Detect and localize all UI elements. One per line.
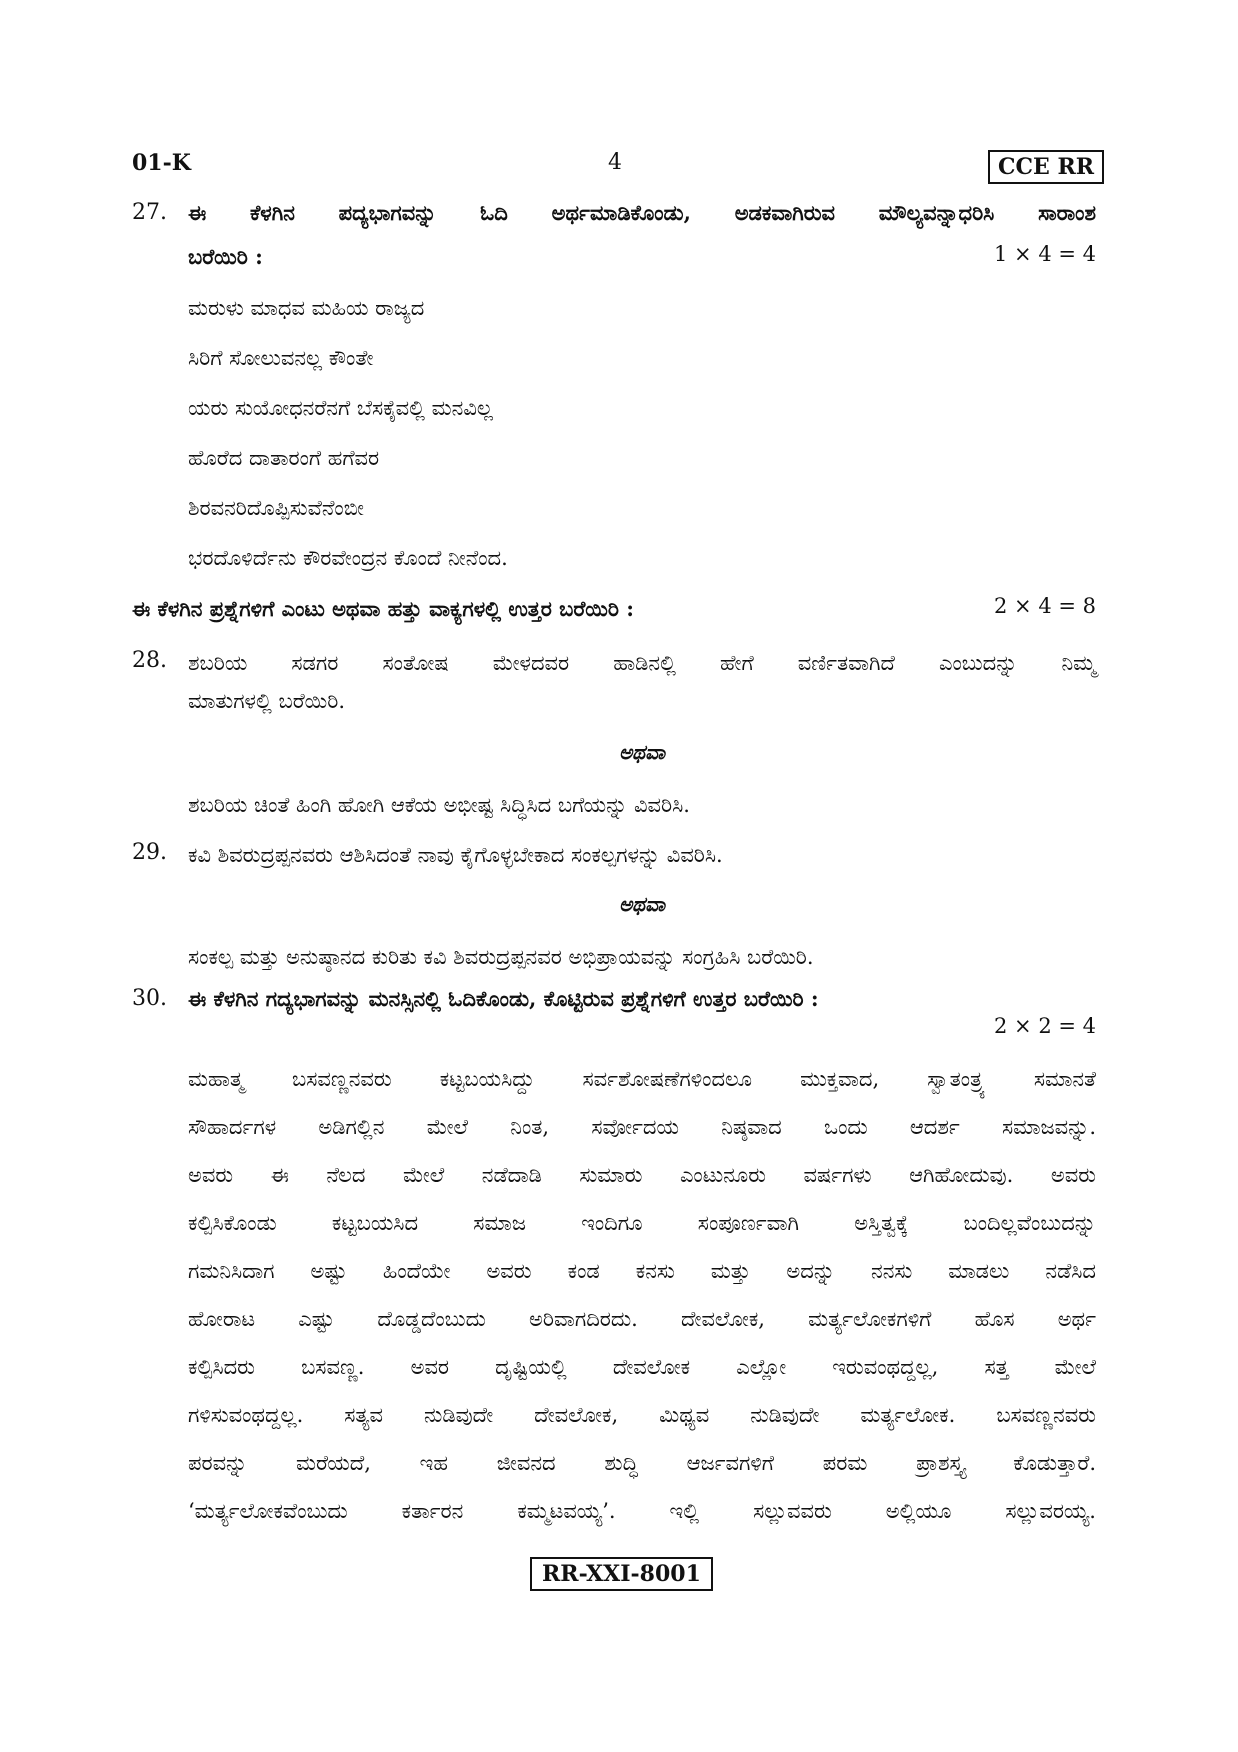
footer-code: RR-XXI-8001 bbox=[530, 1557, 713, 1591]
section-instruction: ಈ ಕೆಳಗಿನ ಪ್ರಶ್ನೆಗಳಿಗೆ ಎಂಟು ಅಥವಾ ಹತ್ತು ವಾಕ್ಯಗಳಲ್ಲಿ ಉತ್ತರ ಬರೆಯಿರಿ : bbox=[132, 596, 634, 621]
passage-line: ಸೌಹಾರ್ದಗಳ ಅಡಿಗಲ್ಲಿನ ಮೇಲೆ ನಿಂತ, ಸರ್ವೋದಯ ನಿಷ್ಠವಾದ ಒಂದು ಆದರ್ಶ ಸಮಾಜವನ್ನು. bbox=[188, 1115, 1096, 1139]
question-30-marks: 2 × 2 = 4 bbox=[994, 1014, 1096, 1038]
passage-line: ಹೋರಾಟ ಎಷ್ಟು ದೊಡ್ಡದೆಂಬುದು ಅರಿವಾಗದಿರದು. ದೇವಲೋಕ, ಮರ್ತ್ಯಲೋಕಗಳಿಗೆ ಹೊಸ ಅರ್ಥ bbox=[188, 1307, 1096, 1331]
poem-line: ಶಿರವನರಿದೊಪ್ಪಿಸುವೆನೆಂಬೀ bbox=[188, 496, 364, 520]
question-number-27: 27. bbox=[132, 200, 167, 225]
question-28-text-line1: ಶಬರಿಯ ಸಡಗರ ಸಂತೋಷ ಮೇಳದವರ ಹಾಡಿನಲ್ಲಿ ಹೇಗೆ ವರ್ಣಿತವಾಗಿದೆ ಎಂಬುದನ್ನು ನಿಮ್ಮ bbox=[188, 651, 1096, 675]
section-marks: 2 × 4 = 8 bbox=[994, 594, 1096, 618]
prose-passage bbox=[188, 1055, 1096, 1535]
passage-line: ಗಳಿಸುವಂಥದ್ದಲ್ಲ. ಸತ್ಯವ ನುಡಿವುದೇ ದೇವಲೋಕ, ಮಿಥ್ಯವ ನುಡಿವುದೇ ಮರ್ತ್ಯಲೋಕ. ಬಸವಣ್ಣನವರು bbox=[188, 1403, 1096, 1427]
passage-line: ಕಲ್ಪಿಸಿಕೊಂಡು ಕಟ್ಟಬಯಸಿದ ಸಮಾಜ ಇಂದಿಗೂ ಸಂಪೂರ್ಣವಾಗಿ ಅಸ್ತಿತ್ವಕ್ಕೆ ಬಂದಿಲ್ಲವೆಂಬುದನ್ನು bbox=[188, 1211, 1096, 1235]
passage-line: ಮಹಾತ್ಮ ಬಸವಣ್ಣನವರು ಕಟ್ಟಬಯಸಿದ್ದು ಸರ್ವಶೋಷಣೆಗಳಿಂದಲೂ ಮುಕ್ತವಾದ, ಸ್ವಾತಂತ್ರ್ಯ ಸಮಾನತೆ bbox=[188, 1067, 1096, 1091]
question-28-text-line2: ಮಾತುಗಳಲ್ಲಿ ಬರೆಯಿರಿ. bbox=[188, 689, 345, 713]
question-30-instruction: ಈ ಕೆಳಗಿನ ಗದ್ಯಭಾಗವನ್ನು ಮನಸ್ಸಿನಲ್ಲಿ ಓದಿಕೊಂಡು, ಕೊಟ್ಟಿರುವ ಪ್ರಶ್ನೆಗಳಿಗೆ ಉತ್ತರ ಬರೆಯಿರಿ : bbox=[188, 986, 819, 1011]
passage-line: ಕಲ್ಪಿಸಿದರು ಬಸವಣ್ಣ. ಅವರ ದೃಷ್ಟಿಯಲ್ಲಿ ದೇವಲೋಕ ಎಲ್ಲೋ ಇರುವಂಥದ್ದಲ್ಲ, ಸತ್ತ ಮೇಲೆ bbox=[188, 1355, 1096, 1379]
page-number: 4 bbox=[608, 150, 622, 175]
or-separator: ಅಥವಾ bbox=[619, 892, 665, 916]
poem-line: ಸಿರಿಗೆ ಸೋಲುವನಲ್ಲ ಕೌಂತೇ bbox=[188, 346, 374, 370]
poem-line: ಹೊರೆದ ದಾತಾರಂಗೆ ಹಗೆವರ bbox=[188, 446, 380, 470]
poem-line: ಭರದೊಳಿರ್ದೆನು ಕೌರವೇಂದ್ರನ ಕೊಂದೆ ನೀನೆಂದ. bbox=[188, 546, 508, 570]
question-27-marks: 1 × 4 = 4 bbox=[994, 242, 1096, 266]
question-29-text: ಕವಿ ಶಿವರುದ್ರಪ್ಪನವರು ಆಶಿಸಿದಂತೆ ನಾವು ಕೈಗೊಳ್ಳಬೇಕಾದ ಸಂಕಲ್ಪಗಳನ್ನು ವಿವರಿಸಿ. bbox=[188, 843, 723, 867]
question-27-instruction-line2: ಬರೆಯಿರಿ : bbox=[188, 244, 263, 269]
passage-line: ‘ಮರ್ತ್ಯಲೋಕವೆಂಬುದು ಕರ್ತಾರನ ಕಮ್ಮಟವಯ್ಯ’. ಇಲ್ಲಿ ಸಲ್ಲುವವರು ಅಲ್ಲಿಯೂ ಸಲ್ಲುವರಯ್ಯ. bbox=[188, 1499, 1096, 1523]
passage-line: ಗಮನಿಸಿದಾಗ ಅಷ್ಟು ಹಿಂದೆಯೇ ಅವರು ಕಂಡ ಕನಸು ಮತ್ತು ಅದನ್ನು ನನಸು ಮಾಡಲು ನಡೆಸಿದ bbox=[188, 1259, 1096, 1283]
question-27-instruction-line1: ಈ ಕೆಳಗಿನ ಪದ್ಯಭಾಗವನ್ನು ಓದಿ ಅರ್ಥಮಾಡಿಕೊಂಡು, ಅಡಕವಾಗಿರುವ ಮೌಲ್ಯವನ್ನಾಧರಿಸಿ ಸಾರಾಂಶ bbox=[188, 200, 1096, 225]
passage-line: ಪರವನ್ನು ಮರೆಯದೆ, ಇಹ ಜೀವನದ ಶುದ್ಧಿ ಆರ್ಜವಗಳಿಗೆ ಪರಮ ಪ್ರಾಶಸ್ತ್ಯ ಕೊಡುತ್ತಾರೆ. bbox=[188, 1451, 1096, 1475]
question-number-29: 29. bbox=[132, 840, 167, 865]
question-29-alternative: ಸಂಕಲ್ಪ ಮತ್ತು ಅನುಷ್ಠಾನದ ಕುರಿತು ಕವಿ ಶಿವರುದ್ರಪ್ಪನವರ ಅಭಿಪ್ರಾಯವನ್ನು ಸಂಗ್ರಹಿಸಿ ಬರೆಯಿರಿ. bbox=[188, 945, 814, 969]
paper-code: 01-K bbox=[132, 150, 191, 176]
poem-line: ಯರು ಸುಯೋಧನರೆನಗೆ ಬೆಸಕೈವಲ್ಲಿ ಮನವಿಲ್ಲ bbox=[188, 396, 493, 420]
or-separator: ಅಥವಾ bbox=[619, 740, 665, 764]
question-28-alternative: ಶಬರಿಯ ಚಿಂತೆ ಹಿಂಗಿ ಹೋಗಿ ಆಕೆಯ ಅಭೀಷ್ಟ ಸಿದ್ಧಿಸಿದ ಬಗೆಯನ್ನು ವಿವರಿಸಿ. bbox=[188, 793, 690, 817]
poem-line: ಮರುಳು ಮಾಧವ ಮಹಿಯ ರಾಜ್ಯದ bbox=[188, 296, 425, 320]
question-number-28: 28. bbox=[132, 648, 167, 673]
passage-line: ಅವರು ಈ ನೆಲದ ಮೇಲೆ ನಡೆದಾಡಿ ಸುಮಾರು ಎಂಟುನೂರು ವರ್ಷಗಳು ಆಗಿಹೋದುವು. ಅವರು bbox=[188, 1163, 1096, 1187]
question-number-30: 30. bbox=[132, 986, 167, 1011]
series-badge: CCE RR bbox=[988, 150, 1104, 184]
